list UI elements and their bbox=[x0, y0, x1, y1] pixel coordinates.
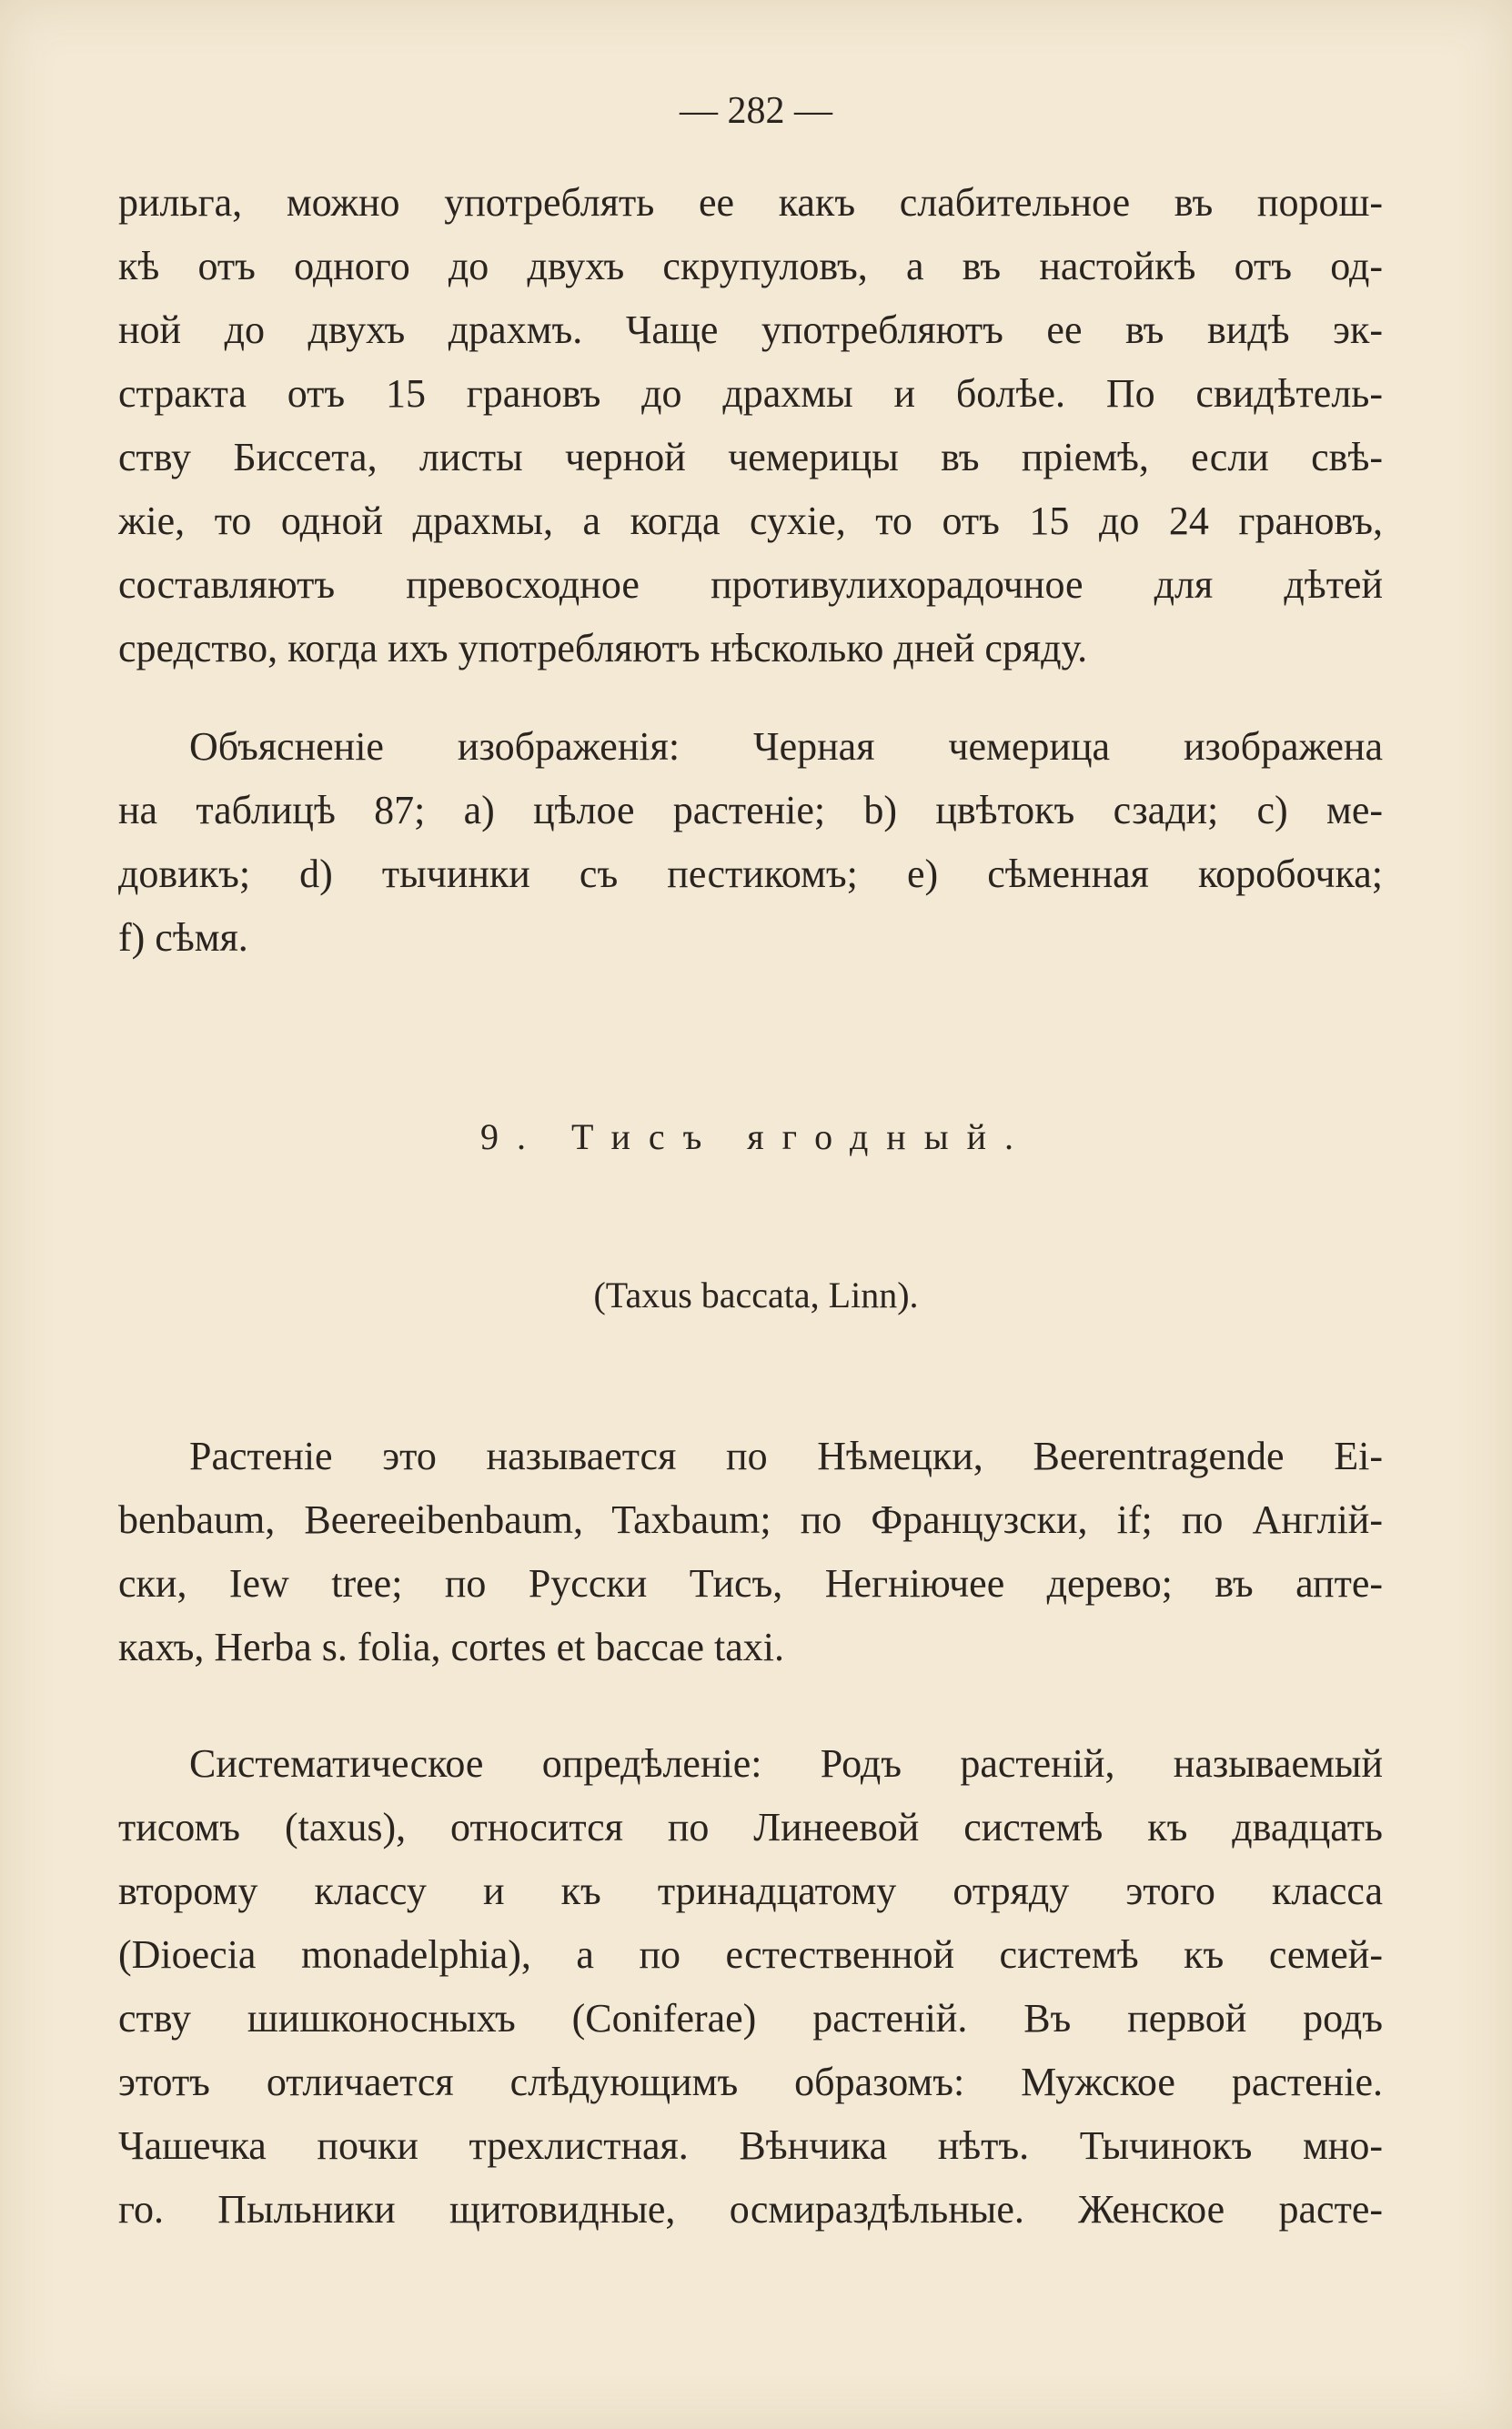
text-line: кахъ, Herba s. folia, cortes et baccae taxi. bbox=[118, 1625, 784, 1669]
text-line: ски, Iew tree; по Русски Тисъ, Негніючее дерево; въ апте- bbox=[118, 1561, 1383, 1606]
text-line: этотъ отличается слѣдующимъ образомъ: Мужское растеніе. bbox=[118, 2060, 1383, 2104]
text-line: средство, когда ихъ употребляютъ нѣсколько дней сряду. bbox=[118, 626, 1088, 670]
text-line: второму классу и къ тринадцатому отряду этого класса bbox=[118, 1869, 1383, 1913]
text-line: на таблицѣ 87; a) цѣлое растеніе; b) цвѣтокъ сзади; c) ме- bbox=[118, 788, 1383, 832]
text-line: довикъ; d) тычинки съ пестикомъ; e) сѣменная коробочка; bbox=[118, 852, 1383, 896]
section-heading: 9. Тисъ ягодный. bbox=[480, 1116, 1032, 1157]
text-line: benbaum, Beereeibenbaum, Taxbaum; по Французски, if; по Англій- bbox=[118, 1497, 1383, 1542]
text-line: (Dioecia monadelphia), а по естественной системѣ къ семей- bbox=[118, 1932, 1383, 1977]
text-line: Растеніе это называется по Нѣмецки, Beerentragende Ei- bbox=[189, 1434, 1383, 1478]
text-line: составляютъ превосходное противулихорадочное для дѣтей bbox=[118, 562, 1383, 607]
text-line: жіе, то одной драхмы, а когда сухіе, то отъ 15 до 24 грановъ, bbox=[118, 499, 1383, 543]
text-line: f) сѣмя. bbox=[118, 915, 248, 960]
text-line: ству шишконосныхъ (Coniferae) растеній. Въ первой родъ bbox=[118, 1996, 1383, 2041]
text-line: ной до двухъ драхмъ. Чаще употребляютъ ее въ видѣ эк- bbox=[118, 307, 1383, 352]
text-line: Чашечка почки трехлистная. Вѣнчика нѣтъ. Тычинокъ мно- bbox=[118, 2123, 1383, 2168]
text-line: кѣ отъ одного до двухъ скрупуловъ, а въ настойкѣ отъ од- bbox=[118, 244, 1383, 288]
text-line: тисомъ (taxus), относится по Линеевой системѣ къ двадцать bbox=[118, 1805, 1383, 1849]
text-line: рильга, можно употреблять ее какъ слабительное въ порош- bbox=[118, 180, 1383, 225]
text-line: го. Пыльники щитовидные, осмираздѣльные. Женское расте- bbox=[118, 2187, 1383, 2232]
text-line: ству Биссета, листы черной чемерицы въ пріемѣ, если свѣ- bbox=[118, 435, 1383, 479]
section-latin-name: (Taxus baccata, Linn). bbox=[593, 1275, 919, 1315]
text-line: Систематическое опредѣленіе: Родъ растеній, называемый bbox=[189, 1741, 1383, 1786]
text-line: стракта отъ 15 грановъ до драхмы и болѣе. По свидѣтель- bbox=[118, 371, 1383, 416]
text-line: Объясненіе изображенія: Черная чемерица изображена bbox=[189, 724, 1383, 769]
page-number: — 282 — bbox=[680, 90, 832, 132]
